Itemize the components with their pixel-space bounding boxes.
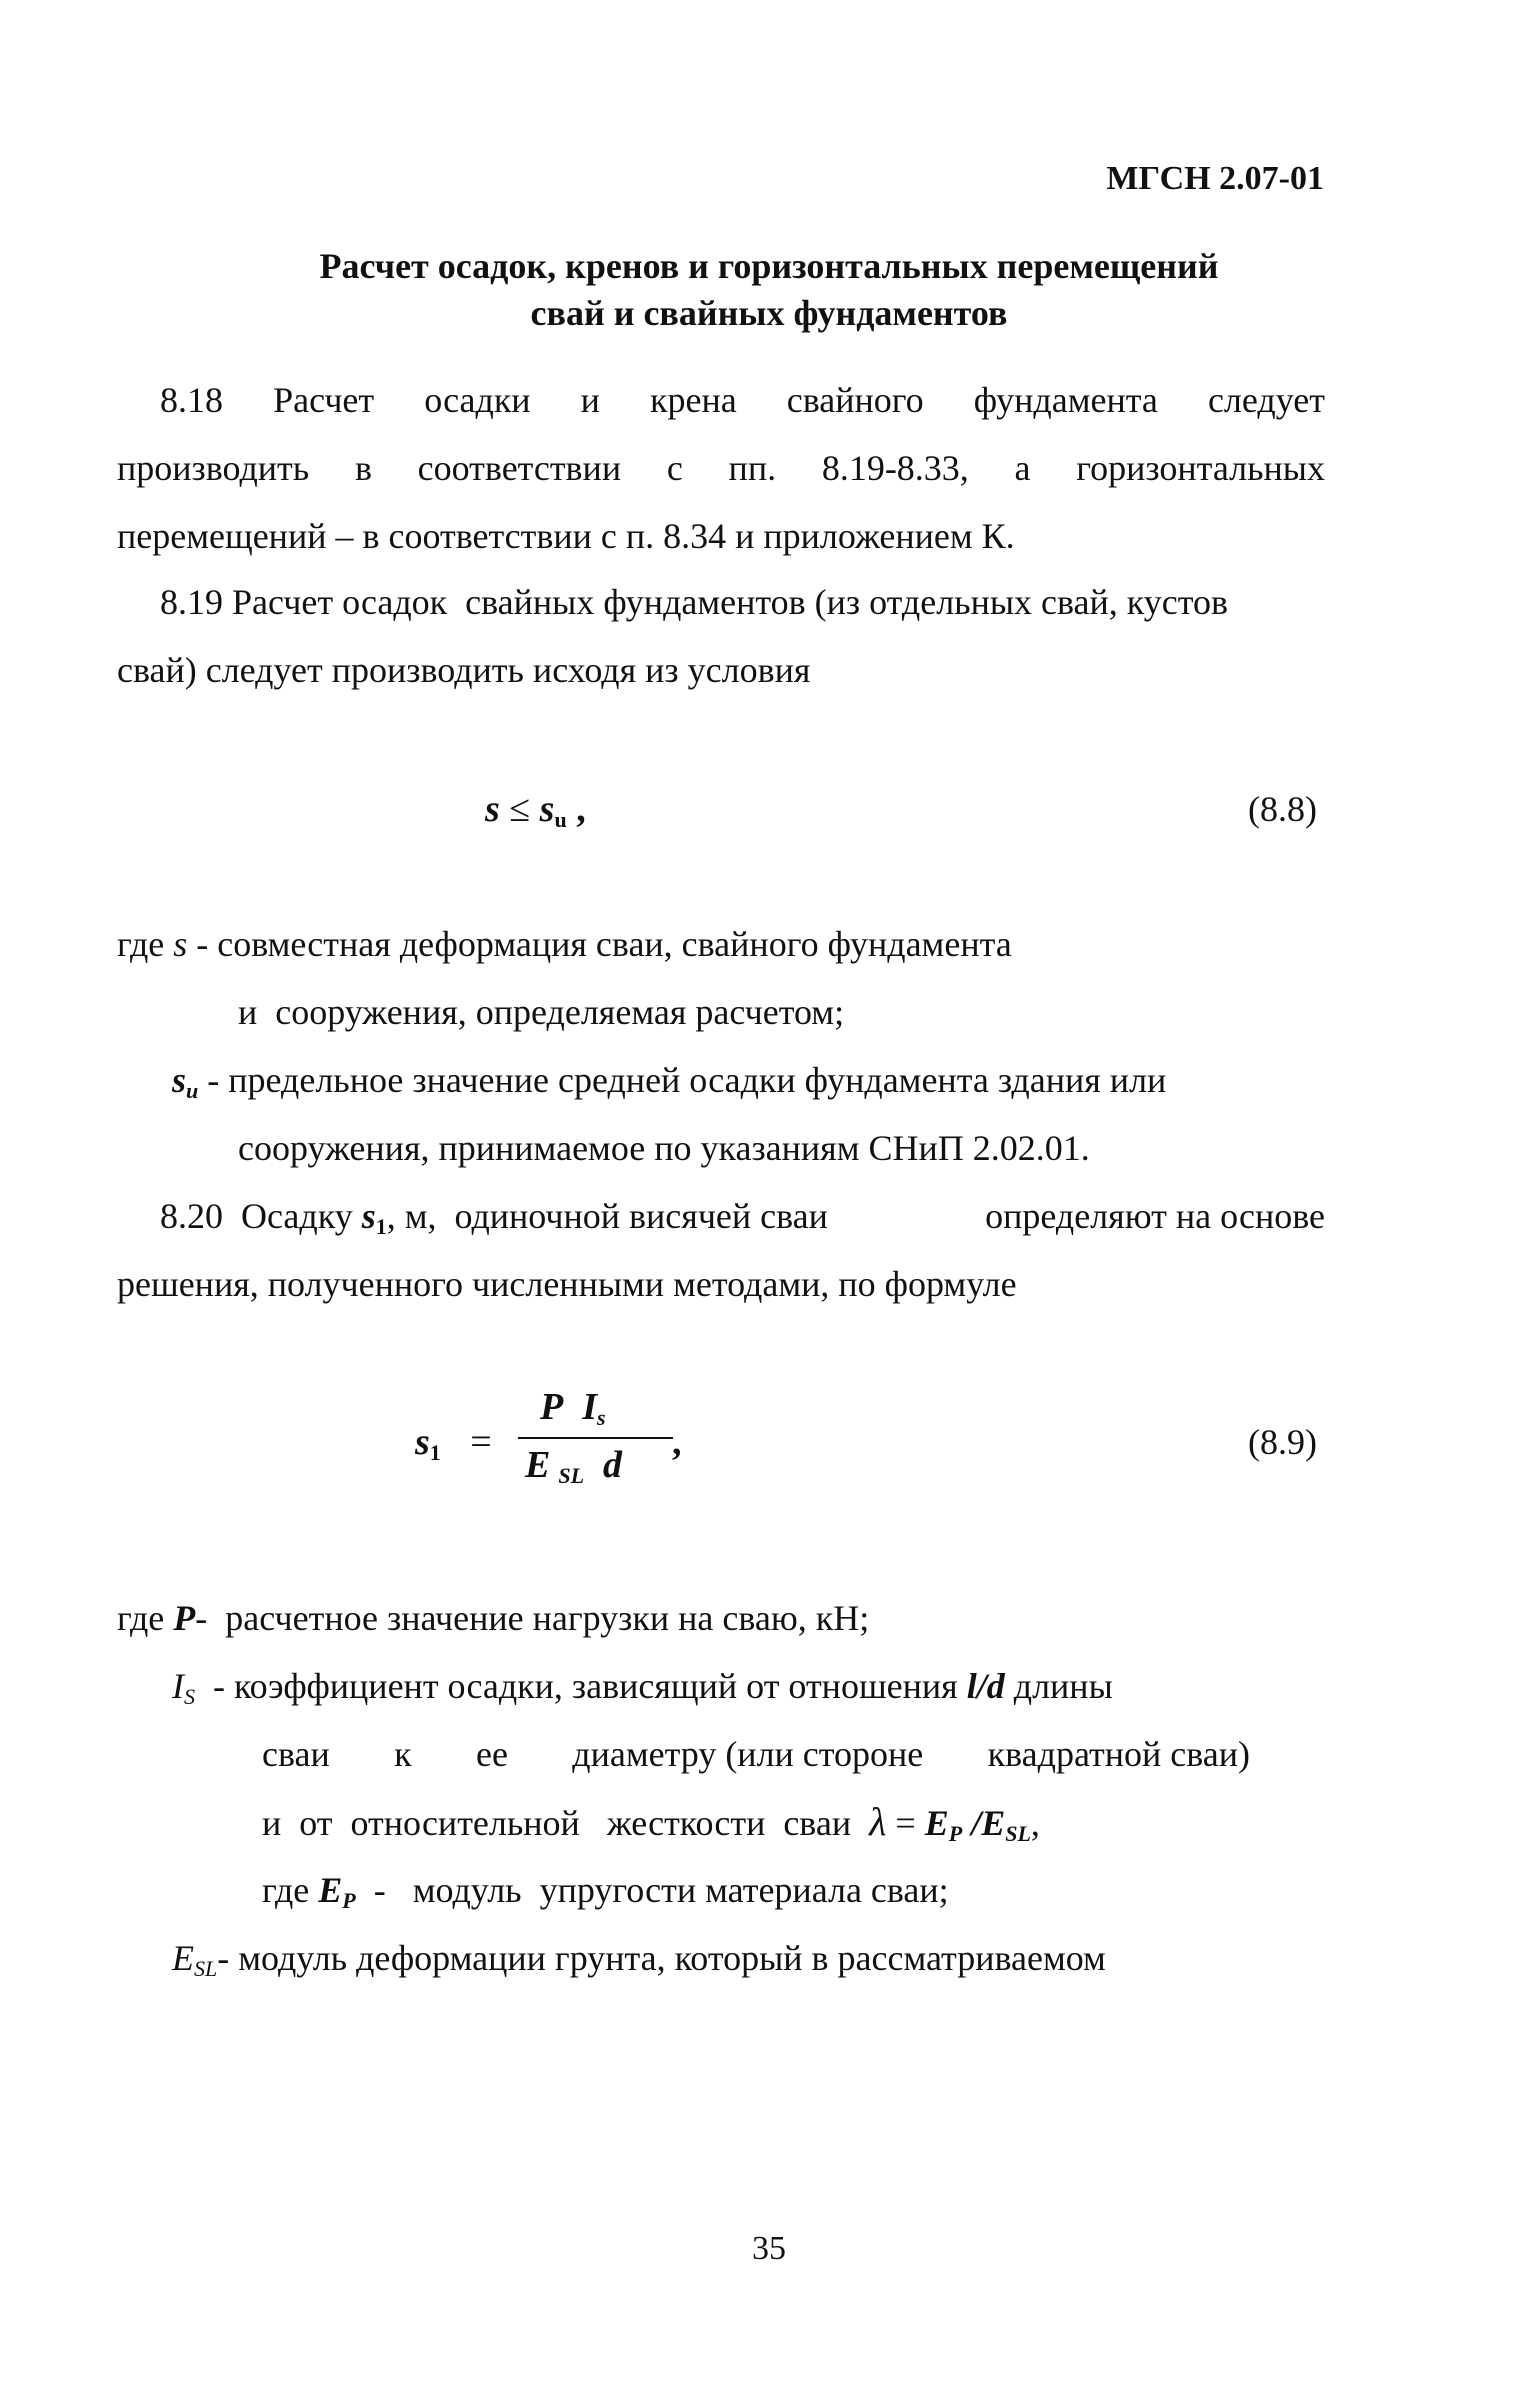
document-code: МГСН 2.07-01 [1106,160,1324,197]
para-8-18-line-2 [117,446,1325,490]
word: сваи [262,1734,330,1774]
para-8-20-number: 8.20 Осадку [160,1196,353,1236]
section-title-line-1: Расчет осадок, кренов и горизонтальных перемещений [319,246,1219,286]
subscript: 1 [375,1214,387,1239]
equation-8-9-fraction [510,1385,680,1505]
subscript: SL [194,1956,218,1981]
where-p-line [117,1596,869,1640]
word: горизонтальных [1076,448,1325,488]
para-8-20-line-1 [160,1194,1325,1238]
para-8-19-line-1: 8.19 Расчет осадок свайных фундаментов (из отдельных свай, кустов [160,582,1228,622]
equals-sign: = [886,1803,925,1843]
symbol-esl: E [525,1444,551,1486]
ratio-ld: l/d [966,1666,1005,1706]
comma: , [576,788,586,830]
definition-text: - модуль деформации грунта, который в рассматриваемом [217,1938,1106,1978]
para-8-20-mid: , м, одиночной висячей сваи [386,1196,828,1236]
word: а [1014,448,1031,488]
symbol-p: P [173,1598,196,1638]
para-number: 8.18 [160,380,223,420]
word: следует [1207,380,1325,420]
word: крена [649,380,737,420]
word: и [580,380,600,420]
definition-text: - расчетное значение нагрузки на сваю, кН; [195,1598,870,1638]
symbol-p: P [540,1386,564,1428]
definition-text: - предельное значение средней осадки фундамента здания или [207,1060,1167,1100]
word: осадки [424,380,531,420]
symbol-su: s [539,788,555,830]
symbol-is: I [582,1386,598,1428]
equation-8-9-comma: , [672,1421,682,1463]
word: соответствии [417,448,622,488]
symbol-ep: E [318,1870,343,1910]
word: диаметру (или стороне [572,1734,924,1774]
page-number: 35 [752,2230,786,2267]
where-s-line [117,922,1012,966]
para-8-18-line-3: перемещений – в соответствии с п. 8.34 и приложением К. [117,516,1015,556]
subscript: P [948,1821,963,1846]
fraction-denominator [525,1443,622,1487]
where-su-continuation: сооружения, принимаемое по указаниям СНиП 2.02.01. [238,1128,1090,1168]
para-8-19-line-2: свай) следует производить исходя из условия [117,650,811,690]
symbol-s: s [173,924,188,964]
word: с [666,448,683,488]
subscript: s [597,1405,606,1430]
definition-text: - модуль упругости материала сваи; [373,1870,949,1910]
symbol-ep: E [924,1803,949,1843]
where-esl-line [172,1936,1106,1980]
where-su-line [172,1058,1166,1102]
subscript: S [184,1684,195,1709]
symbol-is: I [172,1666,184,1706]
equation-8-9-lhs [415,1420,492,1464]
definition-text: и от относительной жесткости сваи [262,1803,852,1843]
equation-8-8 [485,787,586,831]
equals-sign: = [470,1421,492,1463]
word: свайного [786,380,924,420]
fraction-numerator [540,1385,606,1429]
word: пп. [728,448,777,488]
where-word: где [117,924,165,964]
subscript: u [186,1078,199,1103]
subscript: 1 [429,1440,441,1465]
word: квадратной сваи) [987,1734,1250,1774]
section-title-line-2: свай и свайных фундаментов [530,293,1008,333]
slash-e: /E [962,1803,1006,1843]
equation-number-8-8: (8.8) [1248,789,1317,829]
word: 8.19-8.33, [821,448,969,488]
comma: , [1030,1803,1040,1843]
where-is-line [172,1664,1113,1708]
where-is-continuation-3 [262,1868,949,1912]
word: производить [117,448,310,488]
definition-text: длины [1013,1666,1113,1706]
definition-text: - совместная деформация сваи, свайного фундамента [196,924,1012,964]
definition-text: - коэффициент осадки, зависящий от отношения [213,1666,958,1706]
word: ее [475,1734,508,1774]
where-s-continuation: и сооружения, определяемая расчетом; [238,992,845,1032]
subscript: P [342,1888,356,1913]
symbol-esl: E [172,1938,194,1978]
symbol-s1: s [361,1196,376,1236]
where-is-continuation-2 [262,1800,1040,1845]
word: фундамента [973,380,1158,420]
symbol-su: s [172,1060,187,1100]
para-8-20-end: определяют на основе [985,1196,1325,1236]
subscript: SL [1005,1821,1031,1846]
where-word: где [117,1598,165,1638]
symbol-s1: s [415,1421,430,1463]
operator: ≤ [509,788,531,830]
para-8-20-start [160,1194,828,1238]
para-8-18-line-1 [160,378,1325,422]
subscript: SL [558,1463,585,1488]
symbol-d: d [603,1444,623,1486]
equation-number-8-9: (8.9) [1248,1422,1317,1462]
symbol-lambda: λ [869,1799,887,1844]
symbol-s: s [485,788,500,830]
where-word: где [262,1870,310,1910]
word: к [394,1734,412,1774]
where-is-continuation-1 [262,1732,1250,1776]
word: Расчет [273,380,375,420]
word: в [354,448,372,488]
subscript: u [554,807,567,832]
para-8-20-line-2: решения, полученного численными методами, по формуле [117,1264,1017,1304]
fraction-bar [518,1437,673,1439]
